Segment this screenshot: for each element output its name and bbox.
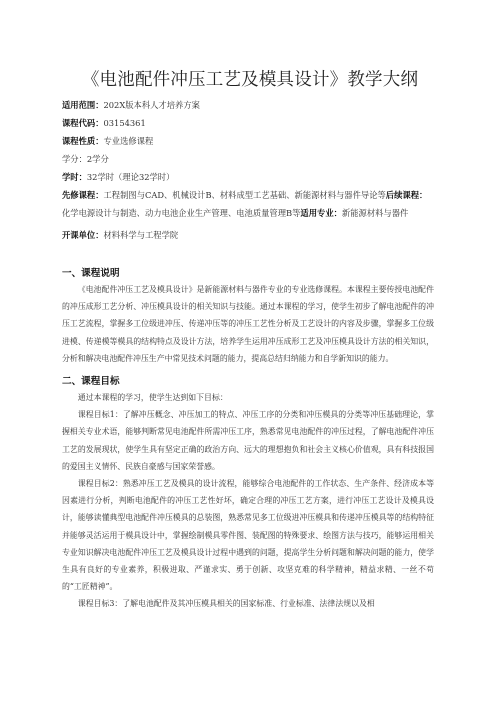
meta-hours: 学时：32学时（理论32学时） [62, 172, 175, 182]
meta-credits: 学分：2学分 [62, 154, 109, 164]
meta-scope: 适用范围：202X版本科人才培养方案 [62, 100, 200, 110]
meta-nature: 课程性质：专业选修课程 [62, 136, 154, 146]
objectives-intro: 通过本课程的学习，使学生达到如下目标： [77, 393, 228, 402]
meta-unit: 开课单位：材料科学与工程学院 [62, 230, 179, 240]
meta-code: 课程代码：03154361 [62, 118, 146, 128]
course-description-text: 《电池配件冲压工艺及模具设计》是新能源材料与器件专业的专业选修课程。本课程主要传授电池配件的冲压成形工艺分析、冲压模具设计的相关知识与技能。通过本课程的学习，使学生初步了解电池配件的冲压工艺流程，掌握多工位级进冲压、传递冲压等的冲压工艺性分析及工艺设计的内容及步骤，掌握多工位级进模、传递模等模具的结构特点及设计方法，培养学生运用冲压成形工艺及冲压模具设计方法的相关知识，分析和解决电池配件冲压生产中常见技术问题的能力，提高总结归纳能力和自学新知识的能力。 [62, 285, 434, 363]
meta-courses: 先修课程：工程制图与CAD、机械设计B、材料成型工艺基础、新能源材料与器件导论等后续课程：化学电源设计与制造、动力电池企业生产管理、电池质量管理B等适用专业：新能源材料与器件 [62, 190, 428, 218]
section-heading-course-description: 一、课程说明 [62, 268, 120, 279]
document-title: 《电池配件冲压工艺及模具设计》教学大纲 [81, 70, 419, 90]
section-heading-course-objectives: 二、课程目标 [62, 376, 120, 387]
objective-2: 课程目标2：熟悉冲压工艺及模具的设计流程，能够综合电池配件的工作状态、生产条件、经济成本等因素进行分析，判断电池配件的冲压工艺性好坏，确定合理的冲压工艺方案，进行冲压工艺设计及模具设计，能够读懂典型电池配件冲压模具的总装图，熟悉常见多工位级进冲压模具和传递冲压模具等的结构特征并能够灵活运用于模具设计中，掌握绘制模具零件图、装配图的特殊要求、绘图方法与技巧，能够运用相关专业知识解决电池配件冲压工艺及模具设计过程中遇到的问题，提高学生分析问题和解决问题的能力，使学生具有良好的专业素养，积极进取、严谨求实、勇于创新、攻坚克难的科学精神，精益求精、一丝不苟的“工匠精神”。 [62, 479, 434, 592]
course-objectives-content [62, 389, 434, 613]
objective-3: 课程目标3：了解电池配件及其冲压模具相关的国家标准、行业标准、法律法规以及相 [77, 599, 375, 609]
course-meta [62, 96, 434, 244]
objective-1: 课程目标1：了解冲压概念、冲压加工的特点、冲压工序的分类和冲压模具的分类等冲压基础理论，掌握相关专业术语，能够判断常见电池配件所需冲压工序，熟悉常见电池配件的冲压过程，了解电池配件冲压工艺的发展现状，使学生具有坚定正确的政治方向、远大的理想抱负和社会主义核心价值观，具有科技报国的爱国主义情怀、民族自豪感与国家荣誉感。 [62, 410, 434, 471]
